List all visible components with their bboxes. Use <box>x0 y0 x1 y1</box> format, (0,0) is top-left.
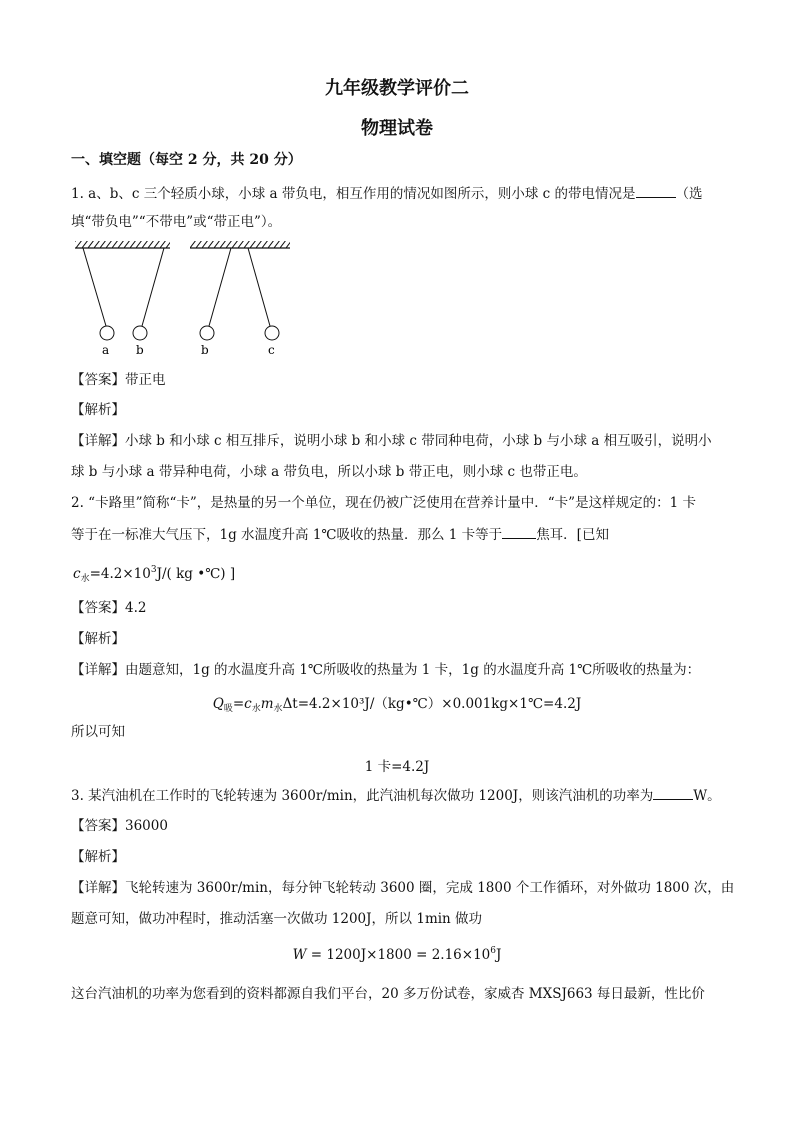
string-b-right <box>209 248 231 326</box>
ball-a <box>100 326 114 340</box>
q2-formula-m: m <box>260 696 274 712</box>
string-a <box>83 248 106 326</box>
ball-b-right <box>200 326 214 340</box>
q2-formula-q: Q <box>212 696 224 712</box>
q2-given-value: =4.2×10 <box>89 566 151 582</box>
q1-answer-value: 带正电 <box>125 372 166 388</box>
q1-line1 <box>71 184 703 203</box>
q2-formula-c-sub: 水 <box>251 704 261 714</box>
left-support <box>75 241 170 248</box>
q2-blank <box>502 525 536 539</box>
q2-formula-c: =c <box>232 696 252 712</box>
q3-answer <box>71 817 168 835</box>
q3-detail-line1 <box>71 879 734 897</box>
q1-answer <box>71 371 166 389</box>
q2-so-text: 所以可知 <box>71 724 125 740</box>
q3-line1-text: 3. 某汽油机在工作时的飞轮转速为 3600r/min，此汽油机每次做功 1200J，则该汽油机的功率为 <box>71 788 654 804</box>
detail-tag: 【详解】 <box>71 662 125 678</box>
q3-answer-value: 36000 <box>125 818 168 834</box>
section-heading: 一、填空题（每空 2 分，共 20 分） <box>71 152 302 168</box>
q2-given-exp: 3 <box>150 565 157 575</box>
string-c <box>248 248 270 326</box>
page-subtitle: 物理试卷 <box>361 118 433 139</box>
q1-line1-post: （选 <box>675 186 703 202</box>
answer-tag: 【答案】 <box>71 818 125 834</box>
string-b-left <box>142 248 164 326</box>
page-title: 九年级教学评价二 <box>325 78 469 99</box>
q2-line2-post: 焦耳．[已知 <box>536 527 609 543</box>
q2-answer <box>71 599 146 617</box>
q1-detail-line1 <box>71 432 712 450</box>
q1-analysis-tag: 【解析】 <box>71 402 125 418</box>
q3-formula-w: W <box>292 947 307 963</box>
q1-detail-text1: 小球 b 和小球 c 相互排斥，说明小球 b 和小球 c 带同种电荷，小球 b 与小球 a 相互吸引，说明小 <box>125 433 712 449</box>
q3-formula-unit: J <box>495 947 502 963</box>
q2-formula-m-sub: 水 <box>273 704 283 714</box>
q2-formula-q-sub: 吸 <box>223 704 233 714</box>
answer-tag: 【答案】 <box>71 600 125 616</box>
q3-formula-exp: 6 <box>490 946 496 956</box>
q2-c-sub: 水 <box>80 574 90 584</box>
q2-c-symbol: c <box>73 566 81 582</box>
q2-formula <box>0 692 794 714</box>
detail-tag: 【详解】 <box>71 880 125 896</box>
q1-detail-line2: 球 b 与小球 a 带异种电荷，小球 a 带负电，所以小球 b 带正电，则小球 c 也带正电。 <box>71 464 587 480</box>
q1-blank <box>636 184 676 198</box>
q3-line1-post: W。 <box>693 788 721 804</box>
pendulum-figure <box>70 240 310 360</box>
q2-line2 <box>71 525 609 544</box>
q3-blank <box>653 786 693 800</box>
q2-answer-value: 4.2 <box>125 600 147 616</box>
q2-formula-rest: Δt=4.2×10³J/（kg•℃）×0.001kg×1℃=4.2J <box>282 696 582 712</box>
answer-tag: 【答案】 <box>71 372 125 388</box>
q2-given <box>73 561 235 588</box>
label-a: a <box>102 343 110 357</box>
q2-detail-line1 <box>71 661 700 679</box>
q2-line2-text: 等于在一标准大气压下，1g 水温度升高 1℃吸收的热量．那么 1 卡等于 <box>71 527 503 543</box>
detail-tag: 【详解】 <box>71 433 125 449</box>
q3-detail-text1: 飞轮转速为 3600r/min，每分钟飞轮转动 3600 圈，完成 1800 个工作循环，对外做功 1800 次，由 <box>125 880 735 896</box>
q3-analysis-tag: 【解析】 <box>71 849 125 865</box>
q3-detail-line2: 题意可知，做功冲程时，推动活塞一次做功 1200J，所以 1min 做功 <box>71 911 483 927</box>
q2-detail-text1: 由题意知，1g 的水温度升高 1℃所吸收的热量为 1 卡，1g 的水温度升高 1℃所吸收的热量为： <box>125 662 701 678</box>
label-b2: b <box>201 343 209 357</box>
q2-given-unit: J/( kg •℃) ] <box>156 566 236 582</box>
q3-line1 <box>71 786 721 805</box>
label-b1: b <box>136 343 144 357</box>
q3-formula-value: = 1200J×1800 = 2.16×10 <box>306 947 491 963</box>
right-support <box>190 241 290 248</box>
label-c: c <box>268 343 275 357</box>
q3-last-line: 这台汽油机的功率为您看到的资料都源自我们平台，20 多万份试卷，家威杏 MXSJ663 每日最新，性比价 <box>71 986 705 1002</box>
q2-result: 1 卡=4.2J <box>364 759 430 775</box>
q3-formula <box>0 946 794 963</box>
q2-line1: 2. “卡路里”简称“卡”，是热量的另一个单位，现在仍被广泛使用在营养计量中．“卡”是这样规定的：1 卡 <box>71 495 696 511</box>
ball-c <box>265 326 279 340</box>
ball-b-left <box>133 326 147 340</box>
q1-line1-text: 1. a、b、c 三个轻质小球，小球 a 带负电，相互作用的情况如图所示，则小球 c 的带电情况是 <box>71 186 636 202</box>
q2-analysis-tag: 【解析】 <box>71 631 125 647</box>
q1-line2: 填“带负电”“不带电”或“带正电”）。 <box>71 214 282 230</box>
